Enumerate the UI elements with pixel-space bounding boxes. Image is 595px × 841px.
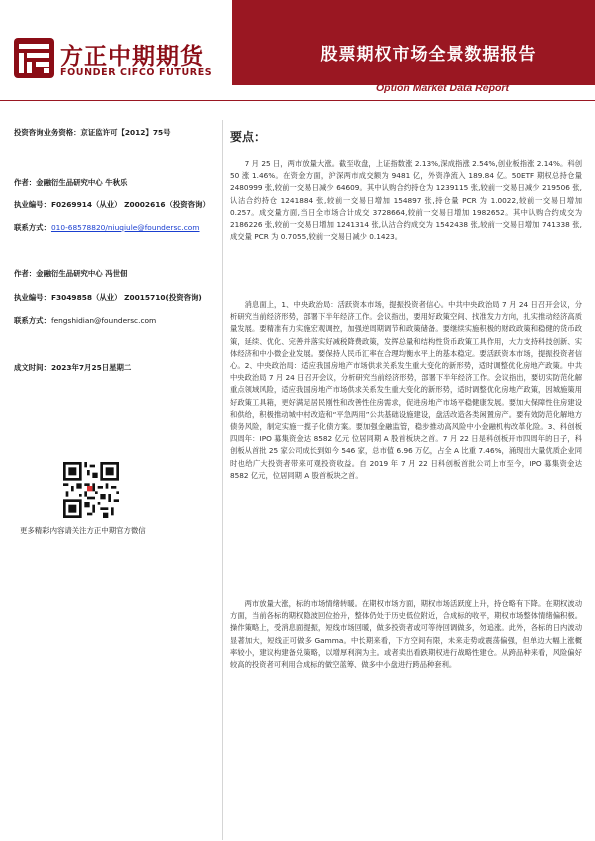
title-banner — [232, 0, 595, 85]
license-info: 投资咨询业务资格：京证监许可【2012】75号 — [14, 128, 171, 137]
company-logo — [0, 0, 232, 100]
key-points-title: 要点： — [230, 130, 267, 144]
author2-contact — [14, 315, 156, 326]
founder-logo-icon — [14, 38, 54, 78]
news-paragraph: 消息面上，1、中央政治局：活跃资本市场，提振投资者信心。中共中央政治局 7 月 24 日召开会议，分析研究当前经济形势，部署下半年经济工作。会议指出，要用好政策空间、找准发力方向，扎实推动经济高质量发展。要精准有力实施宏观调控，加强逆周期调节和政策储备。要继续实施积极的财政政策和稳健的货币政策，延续、优化、完善并落实好减税降费政策，发挥总量和结构性货币政策工具作用，大力支持科技创新、实体经济和中小微企业发展。要保持人民币汇率在合理均衡水平上的基本稳定。要活跃资本市场，提振投资者信心。2、中央政治局：适应我国房地产市场供求关系发生重大变化的新形势，适时调整优化房地产政策。中共中央政治局 7 月 24 日召开会议，分析研究当前经济形势，部署下半年经济工作。会议指出，要切实防范化解重点领域风险，适应我国房地产市场供求关系发生重大变化的新形势，适时调整优化房地产政策，因城施策用好政策工具箱，更好满足居民刚性和改善性住房需求，促进房地产市场平稳健康发展。要加大保障性住房建设和供给，积极推动城中村改造和“平急两用”公共基础设施建设，盘活改造各类闲置房产。要有效防范化解地方债务风险，制定实施一揽子化债方案。要加强金融监管，稳步推动高风险中小金融机构改革化险。3、科创板四周年：IPO 募集资金达 8582 亿元 位居同期 A 股首板块之首。7 月 22 日是科创板开市四周年的日子，科创板从首批 25 家公司成长到如今 546 家，总市值 6.96 万亿，占全 A 比重 7.46%，涌现出大量优质企业同时也给广大投资者带来可观投资收益。自 2019 年 7 月 22 日科创板首批公司上市至今，IPO 募集资金达 8582 亿元，位居同期 A 股首板块之首。 — [230, 300, 582, 480]
column-divider — [222, 120, 223, 840]
report-subtitle: Option Market Data Report — [376, 82, 510, 94]
logo-chinese-name: 方正中期期货 — [60, 44, 204, 70]
author1-contact-link[interactable]: 010-68578820/niuqiule@foundersc.com — [50, 223, 200, 232]
author2-contact-label: 联系方式： — [14, 316, 51, 325]
author2-name: 作者：金融衍生品研究中心 冯世佃 — [14, 269, 128, 278]
wechat-qr-code — [63, 462, 119, 518]
author2-cert: 执业编号：F3049858（从业） Z0015710(投资咨询) — [14, 293, 202, 302]
market-summary-paragraph: 7 月 25 日，两市放量大涨。截至收盘，上证指数涨 2.13%,深成指涨 2.54%,创业板指涨 2.14%。科创 50 涨 1.46%。在资金方面，沪深两市成交额为 9481 亿，外资净流入 189.84 亿。50ETF 期权总持仓量 2480999 张,较前一交易日减少 64609。其中认购合约持仓为 1239115 张,较前一交易日减少 219506 张,认沽合约持仓 1241884 张,较前一交易日增加 154897 张,持仓量 PCR 为 1.0022,较前一交易日增加 0.257。成交量方面,当日全市场合计成交 3728664,较前一交易日增加 1982652。其中认购合约成交为 2186226 张,较前一交易日增加 1241314 张,认沽合约成交为 1542438 张,较前一交易日增加 741338 张,成交量 PCR 为 0.7055,较前一交易日减少 0.1423。 — [230, 159, 582, 242]
author1-name: 作者：金融衍生品研究中心 牛秋乐 — [14, 178, 128, 187]
author2-contact-email: fengshidian@foundersc.com — [50, 316, 157, 325]
author1-contact-label: 联系方式： — [14, 223, 51, 232]
logo-english-name: FOUNDER CIFCO FUTURES — [60, 67, 213, 78]
report-title: 股票期权市场全景数据报告 — [320, 45, 537, 65]
header-divider — [0, 100, 595, 101]
report-header — [0, 0, 595, 100]
strategy-paragraph: 两市放量大涨，标的市场情绪转暖。在期权市场方面，期权市场活跃度上升，持仓略有下降。在期权波动方面，当前各标的期权隐波回位抬升，整体仍处于历史低位附近，合成标的收平，期权市场整体情绪偏积极。操作策略上，受消息面提振，短线市场回暖，做多投资者或可等待回调做多，勿追涨。此外，各标的日内波动显著加大，短线正可做多 Gamma。中长期来看，下方空间有限，未来走势或震荡偏强，但单边大幅上涨概率较小，建议构建备兑策略，以增厚利润为主。或者卖出看跌期权进行战略性建仓。从跨品种来看，风险偏好较高的投资者可利用合成标的做空蓝筹、做多中小盘进行跨品种套利。 — [230, 599, 582, 670]
author1-cert: 执业编号：F0269914（从业） Z0002616（投资咨询） — [14, 200, 210, 209]
author1-contact — [14, 222, 200, 233]
report-date: 成文时间：2023年7月25日星期二 — [14, 363, 132, 372]
qr-caption: 更多精彩内容请关注方正中期官方微信 — [20, 526, 146, 535]
